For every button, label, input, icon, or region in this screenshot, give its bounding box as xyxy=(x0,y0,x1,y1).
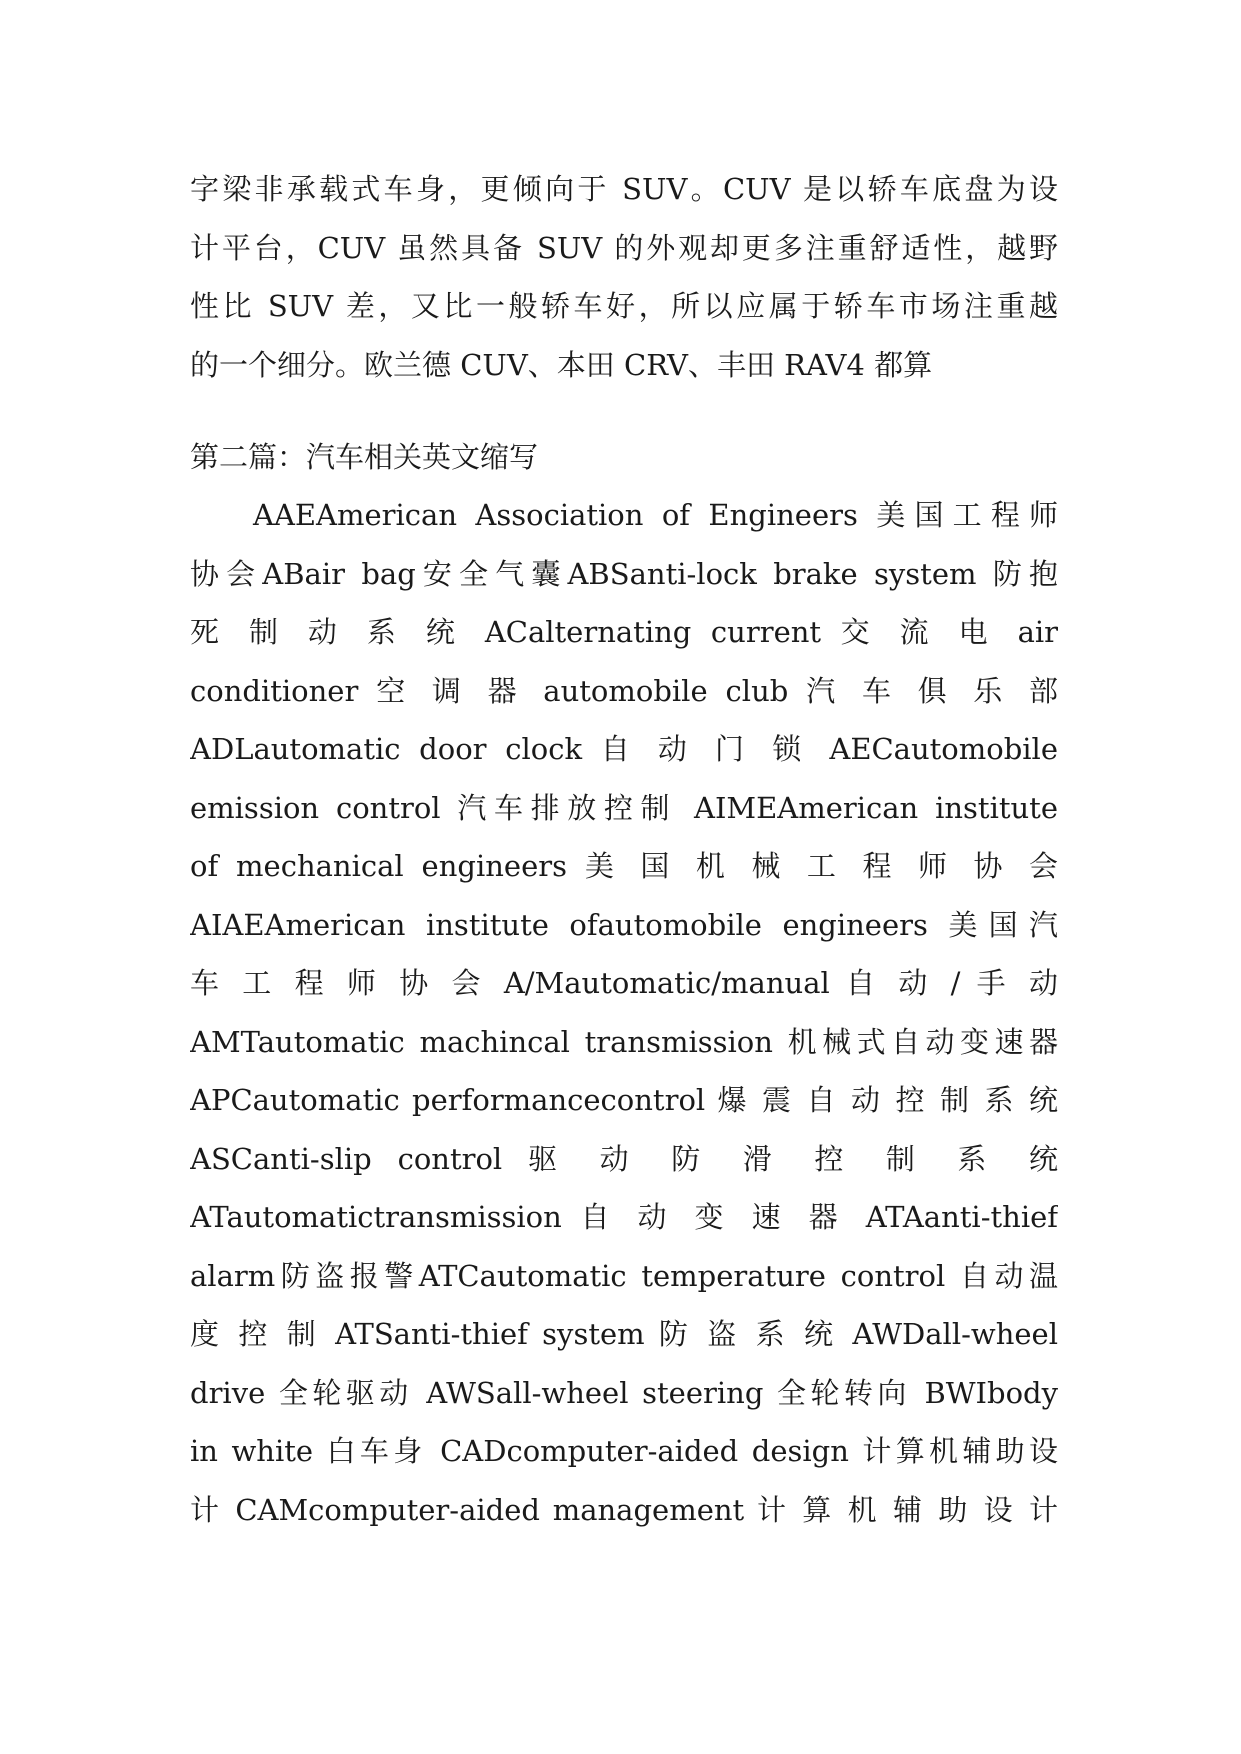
section-spacer xyxy=(190,394,1058,428)
text-line: 度 控 制 ATSanti-thief system 防 盗 系 统 AWDall-wheel xyxy=(190,1317,1058,1351)
text-line: 性比 SUV 差，又比一般轿车好，所以应属于轿车市场注重越 xyxy=(190,289,1058,323)
text-line: conditioner 空 调 器 automobile club 汽 车 俱 乐 部 xyxy=(190,673,1058,708)
abbreviation-paragraph xyxy=(190,486,1058,1539)
text-line: in white 白车身 CADcomputer-aided design 计算机辅助设 xyxy=(190,1434,1058,1468)
text-line: ADLautomatic door clock 自 动 门 锁 AECautomobile xyxy=(190,732,1058,766)
document-page xyxy=(190,160,1058,1539)
text-line: 计平台，CUV 虽然具备 SUV 的外观却更多注重舒适性，越野 xyxy=(190,230,1058,265)
section-title: 第二篇：汽车相关英文缩写 xyxy=(190,440,539,474)
text-line: alarm防盗报警ATCautomatic temperature control 自动温 xyxy=(190,1258,1058,1293)
text-line-last: 的一个细分。欧兰德 CUV、本田 CRV、丰田 RAV4 都算 xyxy=(190,347,933,382)
text-line: of mechanical engineers 美 国 机 械 工 程 师 协 会 xyxy=(190,849,1058,883)
text-line: ATautomatictransmission 自 动 变 速 器 ATAanti-thief xyxy=(190,1200,1058,1234)
text-line: 死 制 动 系 统 ACalternating current 交 流 电 air xyxy=(190,615,1058,649)
text-line: drive 全轮驱动 AWSall-wheel steering 全轮转向 BWIbody xyxy=(190,1375,1058,1410)
text-line: 车 工 程 师 协 会 A/Mautomatic/manual 自 动 / 手 动 xyxy=(190,966,1058,1000)
text-line: 字梁非承载式车身，更倾向于 SUV。CUV 是以轿车底盘为设 xyxy=(190,172,1058,206)
text-line: emission control 汽车排放控制 AIMEAmerican institute xyxy=(190,790,1058,825)
text-line: 计 CAMcomputer-aided management 计 算 机 辅 助 设 计 xyxy=(190,1492,1058,1527)
text-line: AIAEAmerican institute ofautomobile engineers 美国汽 xyxy=(190,907,1058,942)
text-line: APCautomatic performancecontrol 爆 震 自 动 控 制 系 统 xyxy=(190,1083,1058,1117)
intro-paragraph xyxy=(190,160,1058,394)
text-line: ASCanti-slip control 驱 动 防 滑 控 制 系 统 xyxy=(190,1141,1058,1176)
text-line: AMTautomatic machincal transmission 机械式自动变速器 xyxy=(190,1024,1058,1059)
text-line: 协会ABair bag安全气囊ABSanti-lock brake system 防抱 xyxy=(190,556,1058,591)
text-line-first: AAEAmerican Association of Engineers 美国工程师 xyxy=(253,498,1058,532)
